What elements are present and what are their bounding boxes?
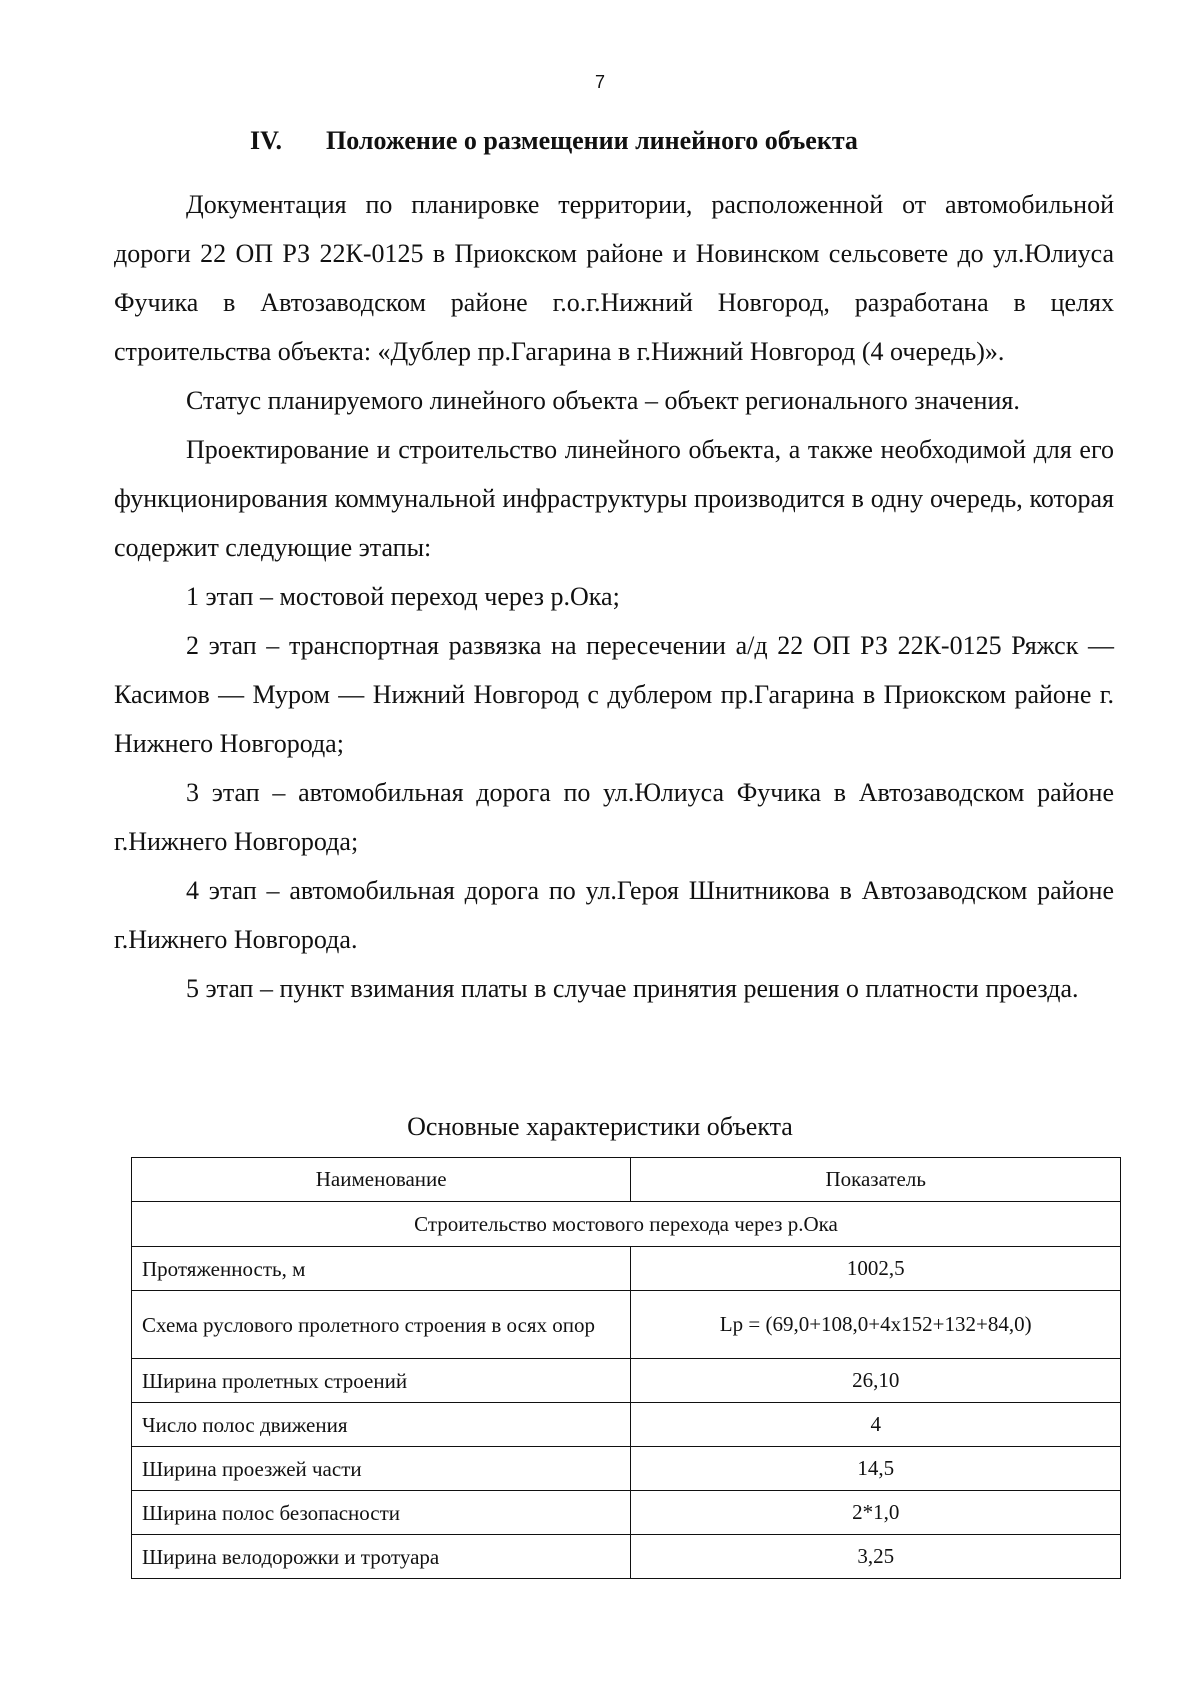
name-cell: Протяженность, м: [132, 1247, 631, 1291]
value-cell: 1002,5: [631, 1247, 1121, 1291]
header-cell: Наименование: [132, 1158, 631, 1202]
value-cell: 2*1,0: [631, 1491, 1121, 1535]
paragraph: Статус планируемого линейного объекта – объект регионального значения.: [186, 386, 1020, 415]
table-row: [132, 1291, 1121, 1359]
name-cell: Ширина полос безопасности: [132, 1491, 631, 1535]
name-cell: Число полос движения: [132, 1403, 631, 1447]
table-caption: Основные характеристики объекта: [407, 1112, 793, 1141]
name-cell: Схема руслового пролетного строения в осях опор: [132, 1291, 631, 1359]
name-cell: Ширина пролетных строений: [132, 1359, 631, 1403]
section-heading: [250, 126, 858, 156]
value-cell: 14,5: [631, 1447, 1121, 1491]
table-row: [132, 1247, 1121, 1291]
header-cell: Показатель: [631, 1158, 1121, 1202]
paragraph: 4 этап – автомобильная дорога по ул.Героя Шнитникова в Автозаводском районе г.Нижнего Новгорода.: [114, 876, 1114, 954]
value-cell: Lp = (69,0+108,0+4x152+132+84,0): [631, 1291, 1121, 1359]
paragraph: 3 этап – автомобильная дорога по ул.Юлиуса Фучика в Автозаводском районе г.Нижнего Новгорода;: [114, 778, 1114, 856]
section-cell: Строительство мостового перехода через р.Ока: [132, 1202, 1121, 1247]
table-row: [132, 1359, 1121, 1403]
section-number: IV.: [250, 126, 283, 155]
table-row: [132, 1447, 1121, 1491]
paragraph: Проектирование и строительство линейного объекта, а также необходимой для его функционирования коммунальной инфраструктуры производится в одну очередь, которая содержит следующие этапы:: [114, 435, 1114, 562]
name-cell: Ширина велодорожки и тротуара: [132, 1535, 631, 1579]
paragraph: 5 этап – пункт взимания платы в случае принятия решения о платности проезда.: [186, 974, 1079, 1003]
table-header-row: [132, 1158, 1121, 1202]
table-row: [132, 1535, 1121, 1579]
paragraph: 1 этап – мостовой переход через р.Ока;: [186, 582, 620, 611]
characteristics-table: [131, 1157, 1121, 1579]
page-number: 7: [594, 72, 605, 92]
table-row: [132, 1403, 1121, 1447]
paragraph: Документация по планировке территории, расположенной от автомобильной дороги 22 ОП РЗ 22К-0125 в Приокском районе и Новинском сельсовете до ул.Юлиуса Фучика в Автозаводском районе г.о.г.Нижний Новгород, разработана в целях строительства объекта: «Дублер пр.Гагарина в г.Нижний Новгород (4 очередь)».: [114, 190, 1114, 366]
value-cell: 3,25: [631, 1535, 1121, 1579]
name-cell: Ширина проезжей части: [132, 1447, 631, 1491]
table-row: [132, 1491, 1121, 1535]
body-text: [114, 180, 1114, 1013]
value-cell: 26,10: [631, 1359, 1121, 1403]
paragraph: 2 этап – транспортная развязка на пересечении а/д 22 ОП РЗ 22К-0125 Ряжск — Касимов — Муром — Нижний Новгород с дублером пр.Гагарина в Приокском районе г. Нижнего Новгорода;: [114, 631, 1114, 758]
table-section-row: [132, 1202, 1121, 1247]
value-cell: 4: [631, 1403, 1121, 1447]
section-title: Положение о размещении линейного объекта: [326, 126, 858, 155]
